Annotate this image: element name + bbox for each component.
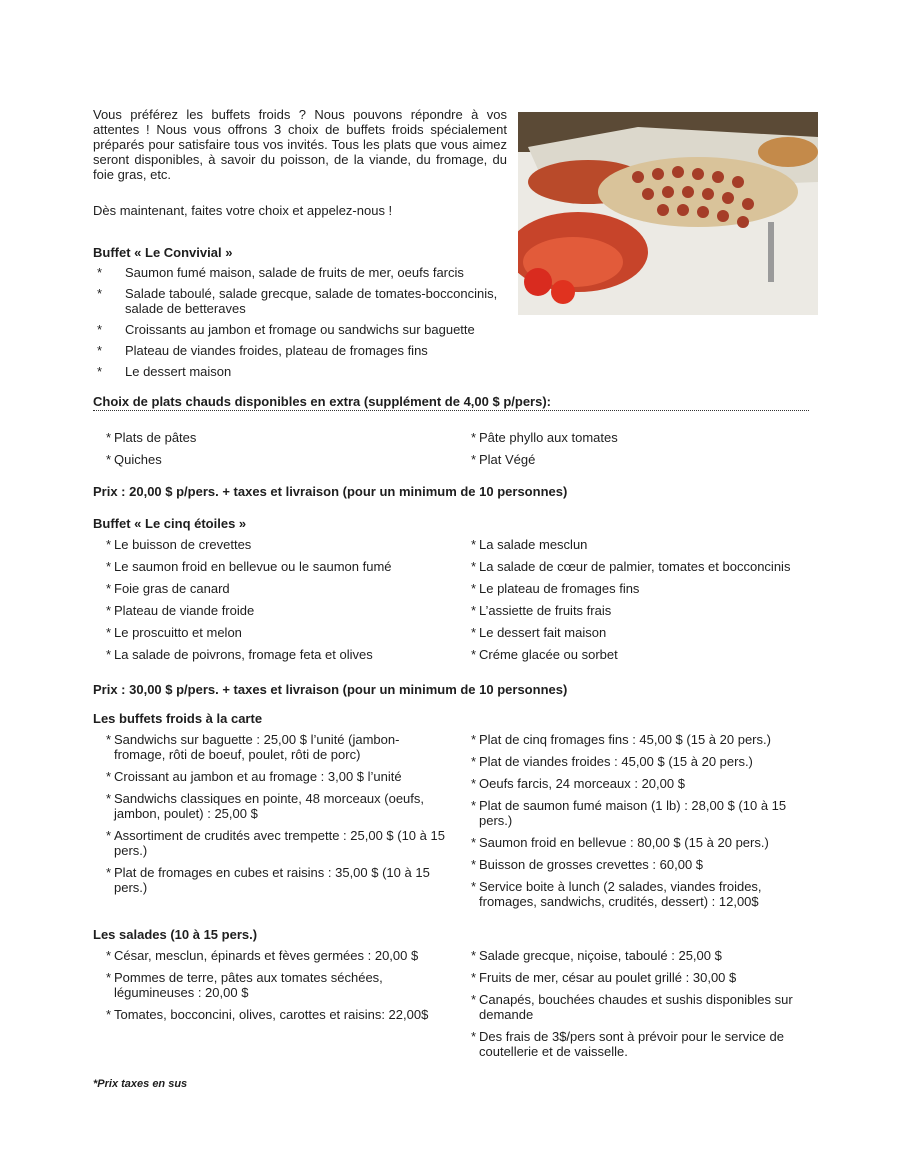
list-item: * Croissants au jambon et fromage ou sandwichs sur baguette <box>97 322 475 337</box>
list-item: * Plat de fromages en cubes et raisins : 35,00 $ (10 à 15 pers.) <box>106 865 430 895</box>
list-item: * Plat de saumon fumé maison (1 lb) : 28,00 $ (10 à 15 pers.) <box>471 798 787 828</box>
list-item: * Canapés, bouchées chaudes et sushis disponibles sur demande <box>471 992 793 1022</box>
list-item: * Buisson de grosses crevettes : 60,00 $ <box>471 857 704 872</box>
list-item: * Foie gras de canard <box>106 581 230 596</box>
buffet-photo-icon <box>518 112 818 315</box>
salades-title: Les salades (10 à 15 pers.) <box>93 927 258 942</box>
list-item: * Saumon froid en bellevue : 80,00 $ (15 à 20 pers.) <box>471 835 769 850</box>
intro-block <box>93 107 507 218</box>
list-item: * Plateau de viande froide <box>106 603 255 618</box>
convivial-list <box>93 265 513 385</box>
list-item: * Plateau de viandes froides, plateau de fromages fins <box>97 343 428 358</box>
list-item: * Sandwichs classiques en pointe, 48 morceaux (oeufs, jambon, poulet) : 25,00 $ <box>106 791 425 821</box>
list-item: * Plat Végé <box>471 452 536 467</box>
buffet-photo <box>518 112 818 315</box>
list-item: * Plat de cinq fromages fins : 45,00 $ (15 à 20 pers.) <box>471 732 771 747</box>
extra-heading: Choix de plats chauds disponibles en extra (supplément de 4,00 $ p/pers): <box>93 394 809 411</box>
list-item: * Pommes de terre, pâtes aux tomates séchées, légumineuses : 20,00 $ <box>106 970 383 1000</box>
list-item: * La salade mesclun <box>471 537 588 552</box>
list-item: * Le plateau de fromages fins <box>471 581 640 596</box>
list-item: * Créme glacée ou sorbet <box>471 647 618 662</box>
convivial-title: Buffet « Le Convivial » <box>93 245 233 260</box>
convivial-price: Prix : 20,00 $ p/pers. + taxes et livraison (pour un minimum de 10 personnes) <box>93 484 568 499</box>
list-item: * Le dessert fait maison <box>471 625 607 640</box>
list-item: * Le buisson de crevettes <box>106 537 252 552</box>
list-item: * Pâte phyllo aux tomates <box>471 430 618 445</box>
list-item: * Sandwichs sur baguette : 25,00 $ l’unité (jambon-fromage, rôti de boeuf, poulet, rôti de porc) <box>106 732 400 762</box>
list-item: * Service boite à lunch (2 salades, viandes froides, fromages, sandwichs, crudités, dessert) : 12,00$ <box>471 879 762 909</box>
list-item: * Plats de pâtes <box>106 430 197 445</box>
list-item: * Plat de viandes froides : 45,00 $ (15 à 20 pers.) <box>471 754 753 769</box>
list-item: * Salade grecque, niçoise, taboulé : 25,00 $ <box>471 948 722 963</box>
list-item: * Des frais de 3$/pers sont à prévoir pour le service de coutellerie et de vaisselle. <box>471 1029 784 1059</box>
list-item: * Le proscuitto et melon <box>106 625 242 640</box>
cinq-price: Prix : 30,00 $ p/pers. + taxes et livraison (pour un minimum de 10 personnes) <box>93 682 568 697</box>
list-item: * Fruits de mer, césar au poulet grillé : 30,00 $ <box>471 970 737 985</box>
list-item: * Le saumon froid en bellevue ou le saumon fumé <box>106 559 392 574</box>
list-item: * Salade taboulé, salade grecque, salade de tomates-bocconcinis, salade de betteraves <box>97 286 498 316</box>
list-item: * L’assiette de fruits frais <box>471 603 612 618</box>
list-item: * La salade de cœur de palmier, tomates et bocconcinis <box>471 559 791 574</box>
footnote: *Prix taxes en sus <box>93 1078 188 1090</box>
list-item: * César, mesclun, épinards et fèves germées : 20,00 $ <box>106 948 419 963</box>
cinq-title: Buffet « Le cinq étoiles » <box>93 516 247 531</box>
list-item: * Assortiment de crudités avec trempette : 25,00 $ (10 à 15 pers.) <box>106 828 445 858</box>
list-item: * Oeufs farcis, 24 morceaux : 20,00 $ <box>471 776 685 791</box>
carte-title: Les buffets froids à la carte <box>93 711 263 726</box>
list-item: * Tomates, bocconcini, olives, carottes et raisins: 22,00$ <box>106 1007 429 1022</box>
list-item: * Le dessert maison <box>97 364 232 379</box>
list-item: * Croissant au jambon et au fromage : 3,00 $ l’unité <box>106 769 402 784</box>
list-item: * La salade de poivrons, fromage feta et olives <box>106 647 373 662</box>
list-item: * Quiches <box>106 452 162 467</box>
list-item: * Saumon fumé maison, salade de fruits de mer, oeufs farcis <box>97 265 464 280</box>
call-to-action: Dès maintenant, faites votre choix et appelez-nous ! <box>93 203 393 218</box>
intro-paragraph: Vous préférez les buffets froids ? Nous pouvons répondre à vos attentes ! Nous vous offrons 3 choix de buffets froids spécialement préparés pour satisfaire tous vos invités. Tous les plats que vous aimez seront disponibles, à savoir du poisson, de la viande, du fromage, du foie gras, etc. <box>93 107 507 182</box>
